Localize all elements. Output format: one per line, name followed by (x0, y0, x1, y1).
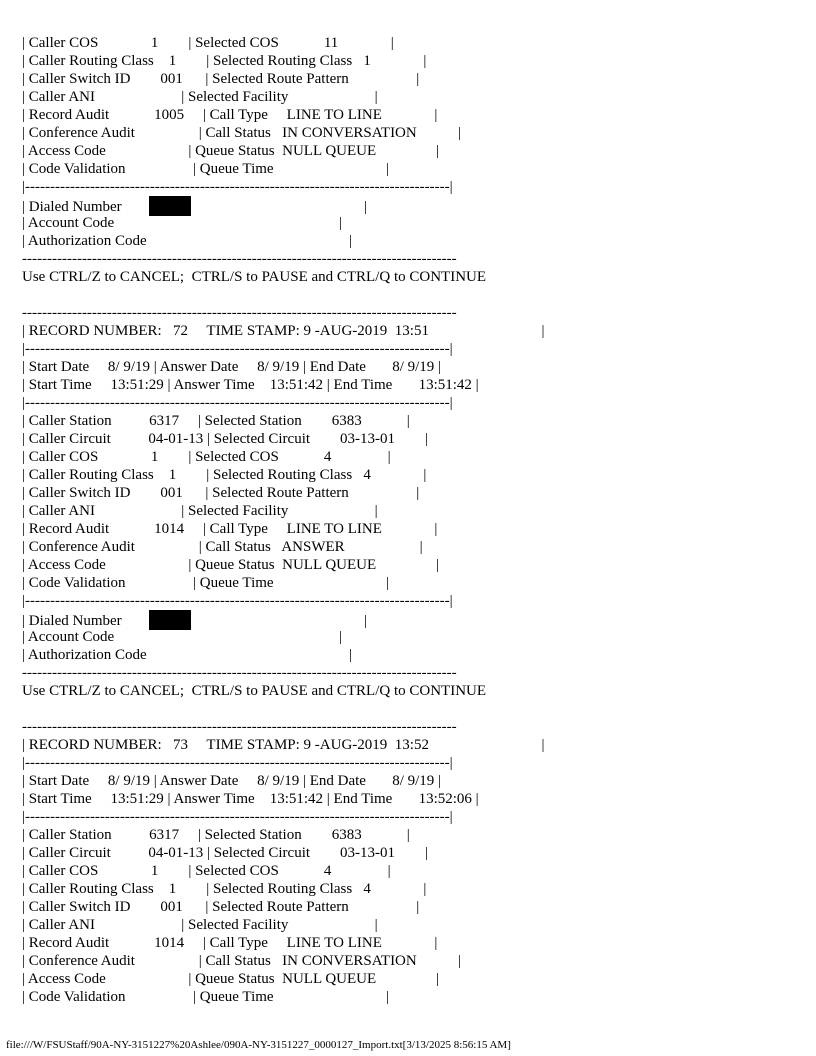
dialed-number-label: | Dialed Number (22, 613, 126, 629)
redaction-block (149, 610, 191, 630)
dialed-number-border: | (191, 199, 367, 215)
record-header-line: | RECORD NUMBER: 73 TIME STAMP: 9 -AUG-2019 13:52 | (22, 737, 545, 753)
separator-line: |-------------------------------------------------------------------------------------| (22, 593, 453, 609)
separator-line: |-------------------------------------------------------------------------------------| (22, 341, 453, 357)
record-line: | Start Date 8/ 9/19 | Answer Date 8/ 9/19 | End Date 8/ 9/19 | (22, 773, 442, 789)
record-line: | Caller Switch ID 001 | Selected Route Pattern | (22, 71, 420, 87)
record-line: | Caller Routing Class 1 | Selected Routing Class 1 | (22, 53, 427, 69)
record-line: | Caller COS 1 | Selected COS 11 | (22, 35, 394, 51)
record-line: | Authorization Code | (22, 647, 353, 663)
separator-line: --------------------------------------------------------------------------------------- (22, 305, 457, 321)
record-line: | Caller ANI | Selected Facility | (22, 917, 378, 933)
record-line: | Caller COS 1 | Selected COS 4 | (22, 449, 391, 465)
record-line: | Access Code | Queue Status NULL QUEUE | (22, 557, 440, 573)
record-line: | Caller ANI | Selected Facility | (22, 503, 378, 519)
record-line: | Access Code | Queue Status NULL QUEUE | (22, 143, 440, 159)
blank-line (22, 700, 802, 718)
record-line: | Access Code | Queue Status NULL QUEUE | (22, 971, 440, 987)
record-line: | Conference Audit | Call Status IN CONVERSATION | (22, 125, 461, 141)
record-line: | Code Validation | Queue Time | (22, 989, 390, 1005)
record-line: | Authorization Code | (22, 233, 353, 249)
record-line: | Caller Circuit 04-01-13 | Selected Circuit 03-13-01 | (22, 431, 429, 447)
separator-line: |-------------------------------------------------------------------------------------| (22, 755, 453, 771)
dialed-number-row (22, 196, 802, 214)
record-line: | Caller COS 1 | Selected COS 4 | (22, 863, 391, 879)
file-path-footer: file:///W/FSUStaff/90A-NY-3151227%20Ashlee/090A-NY-3151227_0000127_Import.txt[3/13/2025 8:56:15 AM] (6, 1039, 511, 1051)
dialed-number-label: | Dialed Number (22, 199, 126, 215)
dialed-number-border: | (191, 613, 367, 629)
record-line: | Start Time 13:51:29 | Answer Time 13:51:42 | End Time 13:51:42 | (22, 377, 479, 393)
dialed-number-row (22, 610, 802, 628)
separator-line: --------------------------------------------------------------------------------------- (22, 719, 457, 735)
record-line: | Account Code | (22, 629, 343, 645)
record-line: | Caller Routing Class 1 | Selected Routing Class 4 | (22, 881, 427, 897)
redaction-block (149, 196, 191, 216)
record-line: | Caller ANI | Selected Facility | (22, 89, 378, 105)
control-hint-line: Use CTRL/Z to CANCEL; CTRL/S to PAUSE and CTRL/Q to CONTINUE (22, 269, 487, 285)
separator-line: --------------------------------------------------------------------------------------- (22, 665, 457, 681)
record-line: | Caller Switch ID 001 | Selected Route Pattern | (22, 899, 420, 915)
record-line: | Code Validation | Queue Time | (22, 161, 390, 177)
separator-line: |-------------------------------------------------------------------------------------| (22, 395, 453, 411)
record-line: | Caller Circuit 04-01-13 | Selected Circuit 03-13-01 | (22, 845, 429, 861)
separator-line: |-------------------------------------------------------------------------------------| (22, 179, 453, 195)
record-line: | Conference Audit | Call Status ANSWER | (22, 539, 423, 555)
record-line: | Account Code | (22, 215, 343, 231)
blank-line (22, 286, 802, 304)
record-line: | Record Audit 1014 | Call Type LINE TO LINE | (22, 521, 438, 537)
separator-line: |-------------------------------------------------------------------------------------| (22, 809, 453, 825)
control-hint-line: Use CTRL/Z to CANCEL; CTRL/S to PAUSE and CTRL/Q to CONTINUE (22, 683, 487, 699)
document-body (22, 34, 802, 1006)
record-line: | Start Time 13:51:29 | Answer Time 13:51:42 | End Time 13:52:06 | (22, 791, 479, 807)
record-line: | Caller Switch ID 001 | Selected Route Pattern | (22, 485, 420, 501)
record-line: | Start Date 8/ 9/19 | Answer Date 8/ 9/19 | End Date 8/ 9/19 | (22, 359, 442, 375)
record-line: | Record Audit 1005 | Call Type LINE TO LINE | (22, 107, 438, 123)
record-line: | Caller Station 6317 | Selected Station 6383 | (22, 413, 410, 429)
record-line: | Conference Audit | Call Status IN CONVERSATION | (22, 953, 461, 969)
record-line: | Record Audit 1014 | Call Type LINE TO LINE | (22, 935, 438, 951)
record-line: | Caller Routing Class 1 | Selected Routing Class 4 | (22, 467, 427, 483)
separator-line: --------------------------------------------------------------------------------------- (22, 251, 457, 267)
record-line: | Code Validation | Queue Time | (22, 575, 390, 591)
record-header-line: | RECORD NUMBER: 72 TIME STAMP: 9 -AUG-2019 13:51 | (22, 323, 545, 339)
record-line: | Caller Station 6317 | Selected Station 6383 | (22, 827, 410, 843)
